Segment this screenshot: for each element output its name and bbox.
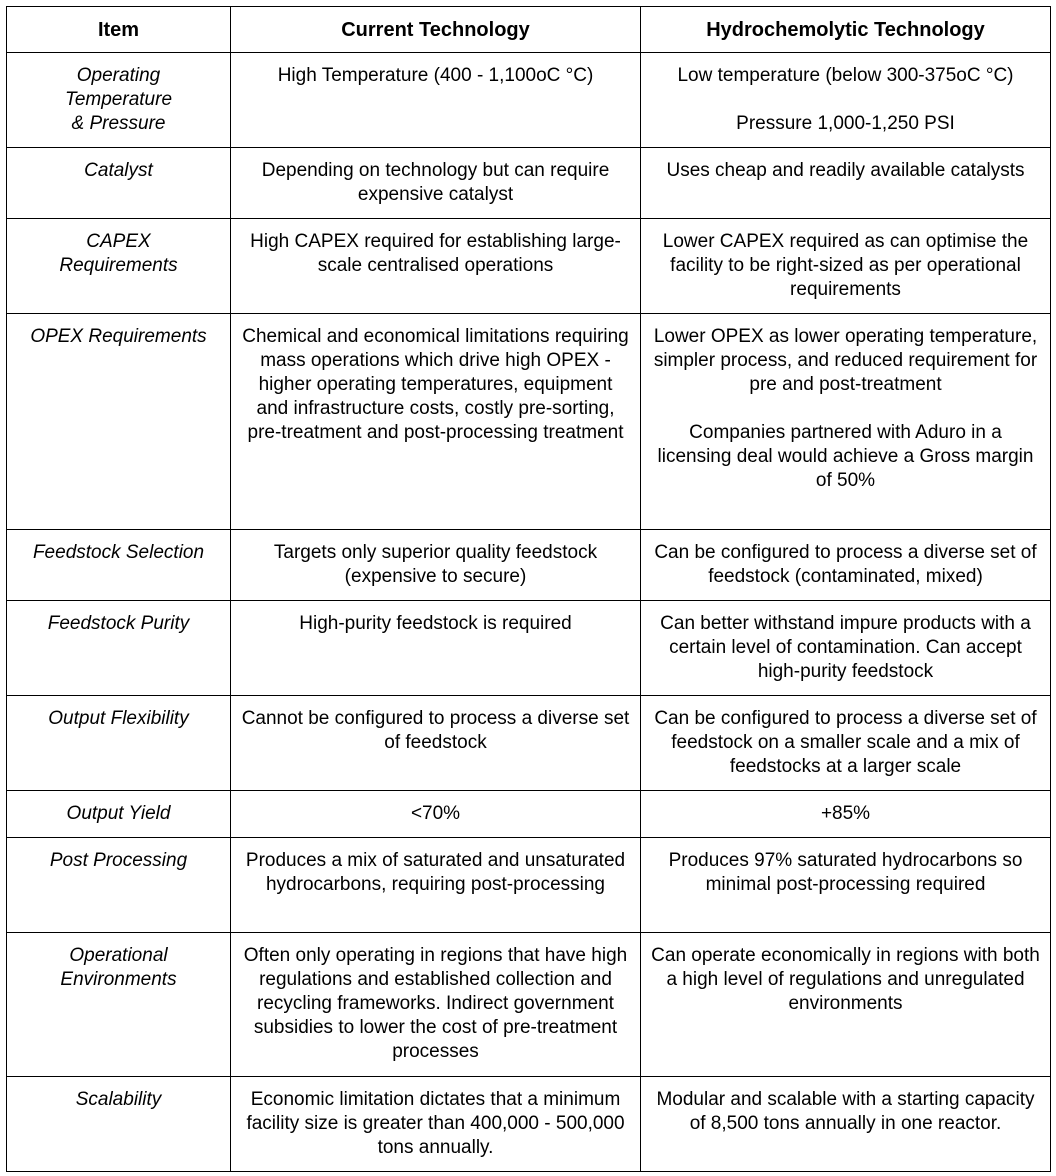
item-text: & Pressure [71,113,166,134]
item-cell [7,53,231,148]
hydrochemolytic-technology-cell [641,601,1051,696]
current-text: Depending on technology but can require expensive catalyst [261,160,610,205]
hydrochemolytic-technology-cell [641,933,1051,1077]
hydrochemolytic-technology-cell [641,696,1051,791]
hydrochemolytic-technology-cell [641,314,1051,530]
current-text: Targets only superior quality feedstock (expensive to secure) [273,542,598,587]
item-cell [7,1077,231,1172]
header-item: Item [7,7,231,53]
hydro-text: Modular and scalable with a starting capacity of 8,500 tons annually in one reactor. [656,1089,1035,1134]
hydro-text: Low temperature (below 300-375oC °C) [677,65,1014,86]
current-technology-cell [231,219,641,314]
current-text: High-purity feedstock is required [299,613,572,634]
table-row [7,791,1051,838]
current-text: Often only operating in regions that have high regulations and established collection and recycling frameworks. Indirect government subsidies to lower the cost of pre-treatment processes [243,945,628,1062]
current-text: High Temperature (400 - 1,100oC °C) [277,65,594,86]
item-text: Scalability [75,1089,162,1110]
item-text: Feedstock Purity [47,613,190,634]
hydro-text: Can be configured to process a diverse set of feedstock (contaminated, mixed) [654,542,1037,587]
hydro-text: Produces 97% saturated hydrocarbons so minimal post-processing required [668,850,1023,895]
hydrochemolytic-technology-cell [641,219,1051,314]
current-text: Economic limitation dictates that a minimum facility size is greater than 400,000 - 500,000 tons annually. [246,1089,625,1158]
item-text: Feedstock Selection [32,542,205,563]
current-technology-cell [231,530,641,601]
hydrochemolytic-technology-cell [641,530,1051,601]
paragraph-gap [651,88,1040,112]
current-text: Chemical and economical limitations requiring mass operations which drive high OPEX - higher operating temperatures, equipment and infrastructure costs, costly pre-sorting, pre-treatment and post-processing treatment [242,326,629,443]
current-technology-cell [231,314,641,530]
current-technology-cell [231,1077,641,1172]
current-text: Produces a mix of saturated and unsaturated hydrocarbons, requiring post-processing [245,850,626,895]
item-text: Environments [60,969,177,990]
header-row [7,7,1051,53]
table-row [7,53,1051,148]
header-current-technology: Current Technology [231,7,641,53]
hydro-text: +85% [820,803,871,824]
current-technology-cell [231,696,641,791]
hydrochemolytic-technology-cell [641,148,1051,219]
hydro-text: Uses cheap and readily available catalysts [666,160,1025,181]
table-row [7,838,1051,933]
item-text: OPEX Requirements [30,326,207,347]
table-row [7,314,1051,530]
hydro-text: Pressure 1,000-1,250 PSI [736,113,955,134]
current-technology-cell [231,933,641,1077]
current-technology-cell [231,148,641,219]
table-row [7,219,1051,314]
table-row [7,148,1051,219]
hydro-text: Lower OPEX as lower operating temperature, simpler process, and reduced requirement for pre and post-treatment [653,326,1038,395]
item-cell [7,219,231,314]
item-text: Temperature [64,89,173,110]
hydro-text: Can be configured to process a diverse set of feedstock on a smaller scale and a mix of feedstocks at a larger scale [654,708,1037,777]
hydrochemolytic-technology-cell [641,53,1051,148]
item-text: Catalyst [84,160,153,181]
hydrochemolytic-technology-cell [641,838,1051,933]
item-text: Requirements [59,255,178,276]
current-technology-cell [231,601,641,696]
table-row [7,530,1051,601]
current-technology-cell [231,791,641,838]
item-cell [7,696,231,791]
table-row [7,933,1051,1077]
hydrochemolytic-technology-cell [641,791,1051,838]
item-text: Operational [69,945,168,966]
item-text: Output Flexibility [48,708,189,729]
item-cell [7,148,231,219]
hydro-text: Companies partnered with Aduro in a licensing deal would achieve a Gross margin of 50% [657,422,1034,491]
current-technology-cell [231,838,641,933]
item-cell [7,791,231,838]
hydro-text: Can operate economically in regions with both a high level of regulations and unregulated environments [651,945,1040,1014]
hydrochemolytic-technology-cell [641,1077,1051,1172]
item-cell [7,530,231,601]
table-row [7,696,1051,791]
item-cell [7,601,231,696]
current-text: <70% [410,803,461,824]
item-text: Post Processing [49,850,188,871]
hydro-text: Can better withstand impure products with a certain level of contamination. Can accept high-purity feedstock [660,613,1031,682]
header-hydrochemolytic-technology: Hydrochemolytic Technology [641,7,1051,53]
table-row [7,601,1051,696]
item-text: Operating [76,65,161,86]
item-cell [7,838,231,933]
hydro-text: Lower CAPEX required as can optimise the facility to be right-sized as per operational requirements [662,231,1029,300]
comparison-table [6,6,1051,1172]
current-technology-cell [231,53,641,148]
item-text: CAPEX [86,231,151,252]
current-text: High CAPEX required for establishing large-scale centralised operations [250,231,621,276]
table-row [7,1077,1051,1172]
paragraph-gap [651,397,1040,421]
item-cell [7,933,231,1077]
item-cell [7,314,231,530]
item-text: Output Yield [66,803,171,824]
current-text: Cannot be configured to process a diverse set of feedstock [241,708,630,753]
